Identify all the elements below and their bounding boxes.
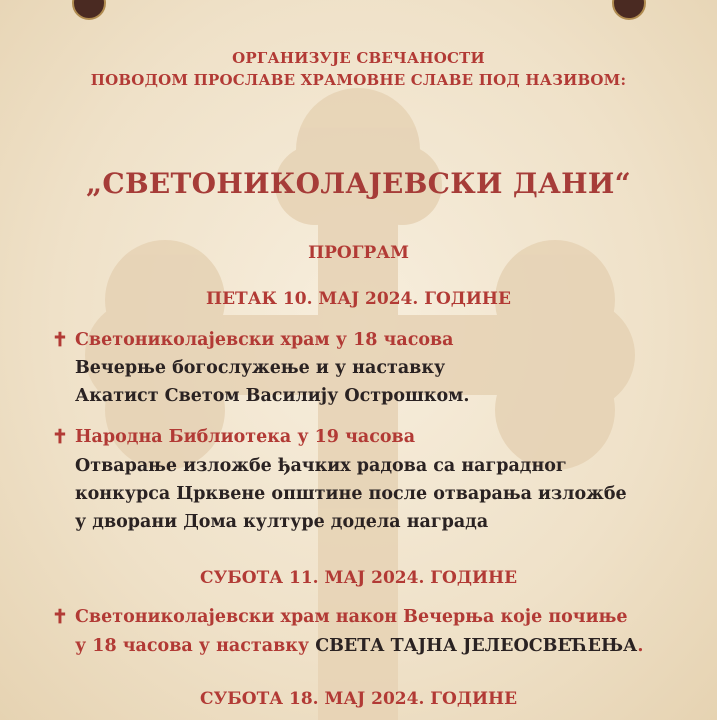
header-line-1: ОРГАНИЗУЈЕ СВЕЧАНОСТИ [232,49,485,67]
event-line [75,636,643,656]
cross-bullet-icon: ✝ [52,426,68,448]
event-heading: Светониколајевски храм у 18 часова [75,330,454,350]
event-line: Вечерње богослужење и у наставку [75,358,446,378]
program-label: ПРОГРАМ [308,243,409,263]
event-line: конкурса Црквене општине после отварања изложбе [75,484,627,504]
event-line: у дворани Дома културе додела награда [75,512,489,532]
cross-bullet-icon: ✝ [52,329,68,351]
day1-date: ПЕТАК 10. МАЈ 2024. ГОДИНЕ [206,289,511,309]
event-line-black-part: СВЕТА ТАЈНА ЈЕЛЕОСВЕЋЕЊА [315,636,638,656]
event-heading: Светониколајевски храм након Вечерња које почиње [75,607,628,627]
event-heading: Народна Библиотека у 19 часова [75,427,416,447]
day3-date: СУБОТА 18. МАЈ 2024. ГОДИНЕ [199,689,518,709]
event-line: Отварање изложбе ђачких радова са наградног [75,456,567,476]
event-line-end: . [637,636,644,656]
cross-bullet-icon: ✝ [52,606,68,628]
event-line-red-part: у 18 часова у наставку [75,636,316,656]
day2-date: СУБОТА 11. МАЈ 2024. ГОДИНЕ [199,568,518,588]
event-line: Акатист Светом Василију Острошком. [75,386,470,406]
header-line-2: ПОВОДОМ ПРОСЛАВЕ ХРАМОВНЕ СЛАВЕ ПОД НАЗИВОМ: [90,71,627,89]
event-title: „СВЕТОНИКОЛАЈЕВСКИ ДАНИ“ [85,167,632,200]
